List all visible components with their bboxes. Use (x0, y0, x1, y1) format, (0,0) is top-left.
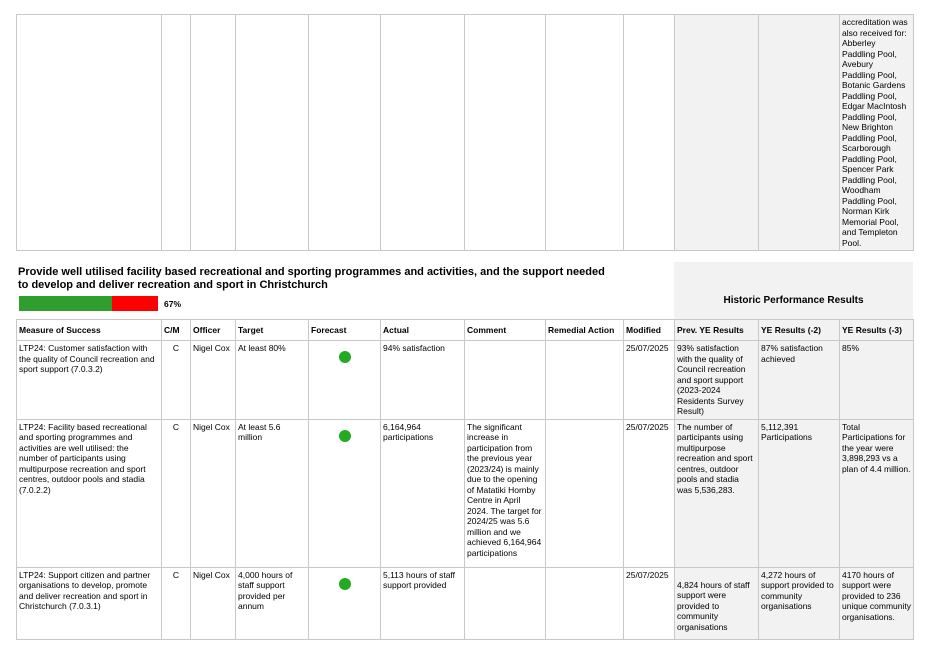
target-cell: 4,000 hours of staff support provided per annum (236, 567, 309, 639)
col-header-cm: C/M (162, 320, 191, 341)
measure-cell: LTP24: Support citizen and partner organisations to develop, promote and deliver recreation and sport in Christchurch (7.0.3.1) (17, 567, 162, 639)
table-row (17, 419, 914, 567)
cm-cell: C (162, 567, 191, 639)
col-header-ye2: YE Results (-2) (759, 320, 840, 341)
section-title: Provide well utilised facility based recreational and sporting programmes and activities, and the support needed to develop and deliver recreation and sport in Christchurch (18, 266, 605, 291)
modified-cell: 25/07/2025 (624, 341, 675, 420)
prev-cell: 93% satisfaction with the quality of Council recreation and sport support (2023-2024 Residents Survey Result) (675, 341, 759, 420)
green-status-dot-icon (339, 351, 351, 363)
continuation-cell (465, 15, 546, 251)
ye2-cell: 5,112,391 Participations (759, 419, 840, 567)
continuation-cell (191, 15, 236, 251)
ye3-cell: 4170 hours of support were provided to 236 unique community organisations. (840, 567, 914, 639)
continuation-cell (309, 15, 381, 251)
col-header-measure: Measure of Success (17, 320, 162, 341)
ye2-cell: 4,272 hours of support provided to community organisations (759, 567, 840, 639)
green-status-dot-icon (339, 430, 351, 442)
progress-bar-complete (19, 296, 112, 311)
prev-cell: The number of participants using multipurpose recreation and sport centres, outdoor pools and stadia was 5,536,283. (675, 419, 759, 567)
comment-cell: The significant increase in participation from the previous year (2023/24) is mainly due to the opening of Matatiki Hornby Centre in April 2024. The target for 2024/25 was 5.6 million and we achieved 6,164,964 participations (465, 419, 546, 567)
col-header-officer: Officer (191, 320, 236, 341)
officer-cell: Nigel Cox (191, 419, 236, 567)
actual-cell: 94% satisfaction (381, 341, 465, 420)
table-row (17, 341, 914, 420)
col-header-prev: Prev. YE Results (675, 320, 759, 341)
continuation-table (16, 14, 914, 251)
officer-cell: Nigel Cox (191, 341, 236, 420)
target-cell: At least 80% (236, 341, 309, 420)
forecast-cell (309, 567, 381, 639)
header-row (17, 320, 914, 341)
continuation-cell (236, 15, 309, 251)
continuation-cell (759, 15, 840, 251)
table-row (17, 567, 914, 639)
cm-cell: C (162, 419, 191, 567)
progress-label: 67% (164, 299, 182, 309)
modified-cell: 25/07/2025 (624, 419, 675, 567)
col-header-target: Target (236, 320, 309, 341)
comment-cell (465, 341, 546, 420)
col-header-modified: Modified (624, 320, 675, 341)
remedial-cell (546, 567, 624, 639)
measure-cell: LTP24: Customer satisfaction with the quality of Council recreation and sport support (7.0.3.2) (17, 341, 162, 420)
ye3-cell: 85% (840, 341, 914, 420)
actual-cell: 5,113 hours of staff support provided (381, 567, 465, 639)
col-header-comment: Comment (465, 320, 546, 341)
ye2-cell: 87% satisfaction achieved (759, 341, 840, 420)
col-header-actual: Actual (381, 320, 465, 341)
comment-cell (465, 567, 546, 639)
green-status-dot-icon (339, 578, 351, 590)
continuation-note: accreditation was also received for: Abberley Paddling Pool, Avebury Paddling Pool, Botanic Gardens Paddling Pool, Edgar MacIntosh Paddling Pool, New Brighton Paddling Pool, Scarborough Paddling Pool, Spencer Park Paddling Pool, Woodham Paddling Pool, Norman Kirk Memorial Pool, and Templeton Pool. (840, 15, 914, 251)
cm-cell: C (162, 341, 191, 420)
prev-cell: 4,824 hours of staff support were provided to community organisations (675, 567, 759, 639)
continuation-cell (381, 15, 465, 251)
continuation-cell (162, 15, 191, 251)
officer-cell: Nigel Cox (191, 567, 236, 639)
historic-header-box (674, 262, 913, 319)
ye3-cell: Total Participations for the year were 3,898,293 vs a plan of 4.4 million. (840, 419, 914, 567)
historic-title: Historic Performance Results (723, 295, 864, 306)
actual-cell: 6,164,964 participations (381, 419, 465, 567)
measures-table (16, 319, 914, 640)
progress-bar (19, 296, 158, 311)
progress-bar-remaining (112, 296, 158, 311)
col-header-forecast: Forecast (309, 320, 381, 341)
continuation-cell (17, 15, 162, 251)
col-header-ye3: YE Results (-3) (840, 320, 914, 341)
target-cell: At least 5.6 million (236, 419, 309, 567)
remedial-cell (546, 419, 624, 567)
continuation-cell (624, 15, 675, 251)
remedial-cell (546, 341, 624, 420)
modified-cell: 25/07/2025 (624, 567, 675, 639)
continuation-cell (675, 15, 759, 251)
forecast-cell (309, 341, 381, 420)
continuation-cell (546, 15, 624, 251)
col-header-remedial: Remedial Action (546, 320, 624, 341)
forecast-cell (309, 419, 381, 567)
measure-cell: LTP24: Facility based recreational and sporting programmes and activities are well utilised: the number of participants using multipurpose recreation and sport centres, outdoor pools and stadia (7.0.2.2) (17, 419, 162, 567)
